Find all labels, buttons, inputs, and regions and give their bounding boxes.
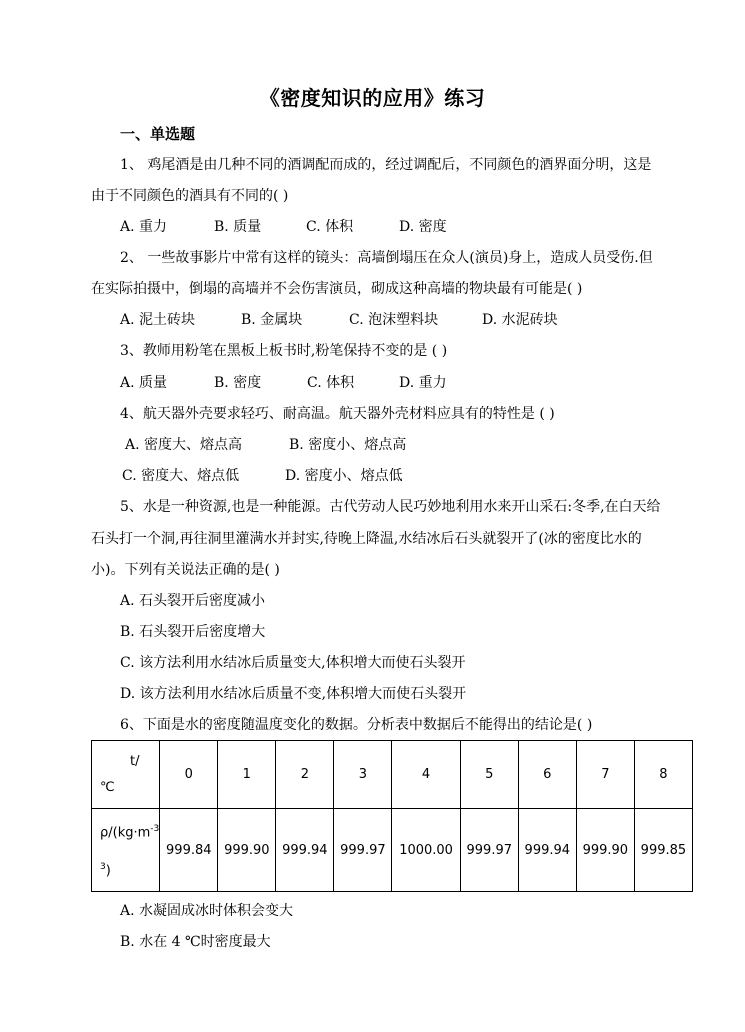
density-cell: 999.90 xyxy=(576,809,634,892)
option-a: A. 密度大、熔点高 xyxy=(125,437,243,453)
temp-cell: 0 xyxy=(160,741,218,809)
density-cell: 999.85 xyxy=(634,809,692,892)
density-exponent: 3 xyxy=(100,862,106,872)
option-b: B. 金属块 xyxy=(241,312,303,328)
temp-cell: 5 xyxy=(460,741,518,809)
option-c: C. 密度大、熔点低 xyxy=(122,468,240,484)
density-label: ρ/(kg·m xyxy=(100,825,151,840)
density-header xyxy=(92,809,160,892)
density-cell: 999.84 xyxy=(160,809,218,892)
option-a: A. 水凝固成冰时体积会变大 xyxy=(120,903,294,919)
question-5-line-2: 石头打一个洞,再往洞里灌满水并封实,待晚上降温,水结冰后石头就裂开了(冰的密度比水的 xyxy=(91,531,642,547)
question-1-line-1: 1、 鸡尾酒是由几种不同的酒调配而成的，经过调配后，不同颜色的酒界面分明，这是 xyxy=(120,157,652,173)
option-d: D. 密度小、熔点低 xyxy=(285,468,403,484)
density-superscript: -3 xyxy=(150,823,160,834)
density-table xyxy=(91,740,693,892)
temperature-header xyxy=(92,741,160,809)
option-d: D. 水泥砖块 xyxy=(482,312,558,328)
temp-cell: 7 xyxy=(576,741,634,809)
question-2-line-1: 2、 一些故事影片中常有这样的镜头：高墙倒塌压在众人(演员)身上，造成人员受伤.但 xyxy=(120,250,653,266)
question-3-line-1: 3、教师用粉笔在黑板上板书时,粉笔保持不变的是 ( ) xyxy=(120,343,448,359)
option-a: A. 重力 xyxy=(120,219,168,235)
option-c: C. 体积 xyxy=(307,375,355,391)
option-d: D. 密度 xyxy=(399,219,447,235)
question-1-line-2: 由于不同颜色的酒具有不同的( ) xyxy=(91,188,289,204)
density-cell: 1000.00 xyxy=(392,809,460,892)
question-2-line-2: 在实际拍摄中，倒塌的高墙并不会伤害演员，砌成这种高墙的物块最有可能是( ) xyxy=(91,281,583,297)
temperature-label: t/ xyxy=(130,753,140,769)
option-a: A. 泥土砖块 xyxy=(120,312,196,328)
option-c: C. 泡沫塑料块 xyxy=(349,312,439,328)
temp-cell: 8 xyxy=(634,741,692,809)
question-6-line-1: 6、下面是水的密度随温度变化的数据。分析表中数据后不能得出的结论是( ) xyxy=(120,717,593,733)
density-paren: ) xyxy=(105,863,111,879)
question-4-line-1: 4、航天器外壳要求轻巧、耐高温。航天器外壳材料应具有的特性是 ( ) xyxy=(120,406,555,422)
question-5-line-3: 小)。下列有关说法正确的是( ) xyxy=(91,562,280,578)
option-d: D. 该方法利用水结冰后质量不变,体积增大而使石头裂开 xyxy=(120,686,467,702)
option-a: A. 石头裂开后密度减小 xyxy=(120,593,266,609)
temp-cell: 6 xyxy=(518,741,576,809)
density-cell: 999.90 xyxy=(218,809,276,892)
density-cell: 999.94 xyxy=(276,809,334,892)
option-c: C. 体积 xyxy=(306,219,354,235)
option-d: D. 重力 xyxy=(399,375,447,391)
temperature-row xyxy=(92,741,693,809)
option-b: B. 密度小、熔点高 xyxy=(289,437,407,453)
temp-cell: 4 xyxy=(392,741,460,809)
question-5-line-1: 5、水是一种资源,也是一种能源。古代劳动人民巧妙地利用水来开山采石:冬季,在白天给 xyxy=(120,499,661,515)
page-title: 《密度知识的应用》练习 xyxy=(259,86,486,110)
option-b: B. 水在 4 ℃时密度最大 xyxy=(120,934,271,950)
density-cell: 999.97 xyxy=(460,809,518,892)
temperature-unit: ℃ xyxy=(100,779,115,795)
temp-cell: 3 xyxy=(334,741,392,809)
option-b: B. 石头裂开后密度增大 xyxy=(120,624,266,640)
density-cell: 999.97 xyxy=(334,809,392,892)
density-cell: 999.94 xyxy=(518,809,576,892)
section-heading: 一、单选题 xyxy=(120,125,196,143)
option-b: B. 质量 xyxy=(214,219,262,235)
option-b: B. 密度 xyxy=(214,375,262,391)
option-c: C. 该方法利用水结冰后质量变大,体积增大而使石头裂开 xyxy=(120,655,466,671)
density-row xyxy=(92,809,693,892)
temp-cell: 1 xyxy=(218,741,276,809)
temp-cell: 2 xyxy=(276,741,334,809)
option-a: A. 质量 xyxy=(120,375,168,391)
